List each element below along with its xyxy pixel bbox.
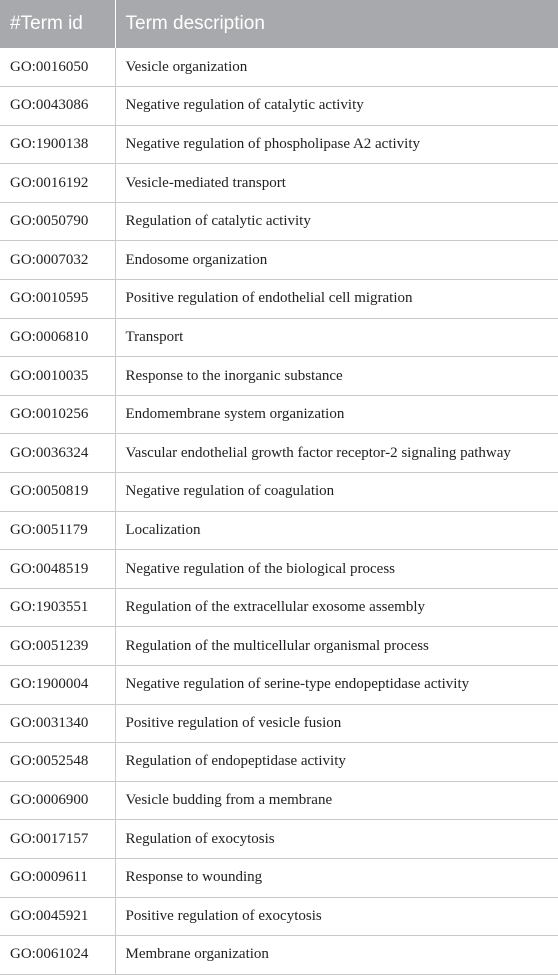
term-description-cell: Regulation of catalytic activity [115, 202, 558, 241]
term-id-cell: GO:0052548 [0, 743, 115, 782]
term-description-cell: Response to wounding [115, 858, 558, 897]
term-description-cell: Vascular endothelial growth factor receptor-2 signaling pathway [115, 434, 558, 473]
term-id-cell: GO:0051239 [0, 627, 115, 666]
term-id-cell: GO:0007032 [0, 241, 115, 280]
term-id-cell: GO:0010256 [0, 395, 115, 434]
term-id-cell: GO:1900138 [0, 125, 115, 164]
table-row [0, 511, 558, 550]
term-description-cell: Positive regulation of exocytosis [115, 897, 558, 936]
table-row [0, 588, 558, 627]
table-row [0, 241, 558, 280]
term-description-cell: Regulation of the multicellular organismal process [115, 627, 558, 666]
table-row [0, 395, 558, 434]
term-description-cell: Negative regulation of the biological process [115, 550, 558, 589]
term-description-cell: Vesicle budding from a membrane [115, 781, 558, 820]
term-id-cell: GO:0031340 [0, 704, 115, 743]
term-description-cell: Vesicle organization [115, 48, 558, 87]
term-description-cell: Transport [115, 318, 558, 357]
term-id-cell: GO:1900004 [0, 666, 115, 705]
term-id-cell: GO:0016050 [0, 48, 115, 87]
table-row [0, 627, 558, 666]
table-row [0, 125, 558, 164]
term-description-cell: Positive regulation of vesicle fusion [115, 704, 558, 743]
term-id-cell: GO:0050819 [0, 473, 115, 512]
term-id-cell: GO:0010595 [0, 280, 115, 319]
table-row [0, 202, 558, 241]
table-row [0, 743, 558, 782]
term-id-cell: GO:0043086 [0, 87, 115, 126]
term-description-cell: Negative regulation of phospholipase A2 activity [115, 125, 558, 164]
table-row [0, 858, 558, 897]
table-row [0, 550, 558, 589]
table-row [0, 357, 558, 396]
term-description-cell: Response to the inorganic substance [115, 357, 558, 396]
term-id-cell: GO:0061024 [0, 936, 115, 975]
term-description-cell: Regulation of the extracellular exosome assembly [115, 588, 558, 627]
term-id-cell: GO:0017157 [0, 820, 115, 859]
table-row [0, 781, 558, 820]
term-id-cell: GO:0016192 [0, 164, 115, 203]
term-description-cell: Endomembrane system organization [115, 395, 558, 434]
term-id-cell: GO:0050790 [0, 202, 115, 241]
term-description-cell: Localization [115, 511, 558, 550]
term-description-cell: Negative regulation of serine-type endopeptidase activity [115, 666, 558, 705]
term-id-cell: GO:1903551 [0, 588, 115, 627]
table-header [0, 0, 558, 48]
term-description-cell: Positive regulation of endothelial cell migration [115, 280, 558, 319]
term-id-cell: GO:0010035 [0, 357, 115, 396]
term-id-cell: GO:0006810 [0, 318, 115, 357]
term-id-cell: GO:0036324 [0, 434, 115, 473]
table-row [0, 164, 558, 203]
header-row [0, 0, 558, 48]
term-description-cell: Vesicle-mediated transport [115, 164, 558, 203]
table-row [0, 434, 558, 473]
term-description-cell: Regulation of endopeptidase activity [115, 743, 558, 782]
term-description-cell: Negative regulation of catalytic activity [115, 87, 558, 126]
term-description-cell: Endosome organization [115, 241, 558, 280]
header-term-description: Term description [115, 0, 558, 48]
table-row [0, 318, 558, 357]
term-id-cell: GO:0006900 [0, 781, 115, 820]
table-row [0, 48, 558, 87]
table-row [0, 473, 558, 512]
term-id-cell: GO:0048519 [0, 550, 115, 589]
term-id-cell: GO:0051179 [0, 511, 115, 550]
table-row [0, 666, 558, 705]
term-id-cell: GO:0009611 [0, 858, 115, 897]
header-term-id: #Term id [0, 0, 115, 48]
term-description-cell: Regulation of exocytosis [115, 820, 558, 859]
table-row [0, 280, 558, 319]
table-row [0, 704, 558, 743]
term-description-cell: Membrane organization [115, 936, 558, 975]
term-description-cell: Negative regulation of coagulation [115, 473, 558, 512]
table-body [0, 48, 558, 974]
table-row [0, 936, 558, 975]
table-row [0, 897, 558, 936]
table-row [0, 87, 558, 126]
term-id-cell: GO:0045921 [0, 897, 115, 936]
table-row [0, 820, 558, 859]
